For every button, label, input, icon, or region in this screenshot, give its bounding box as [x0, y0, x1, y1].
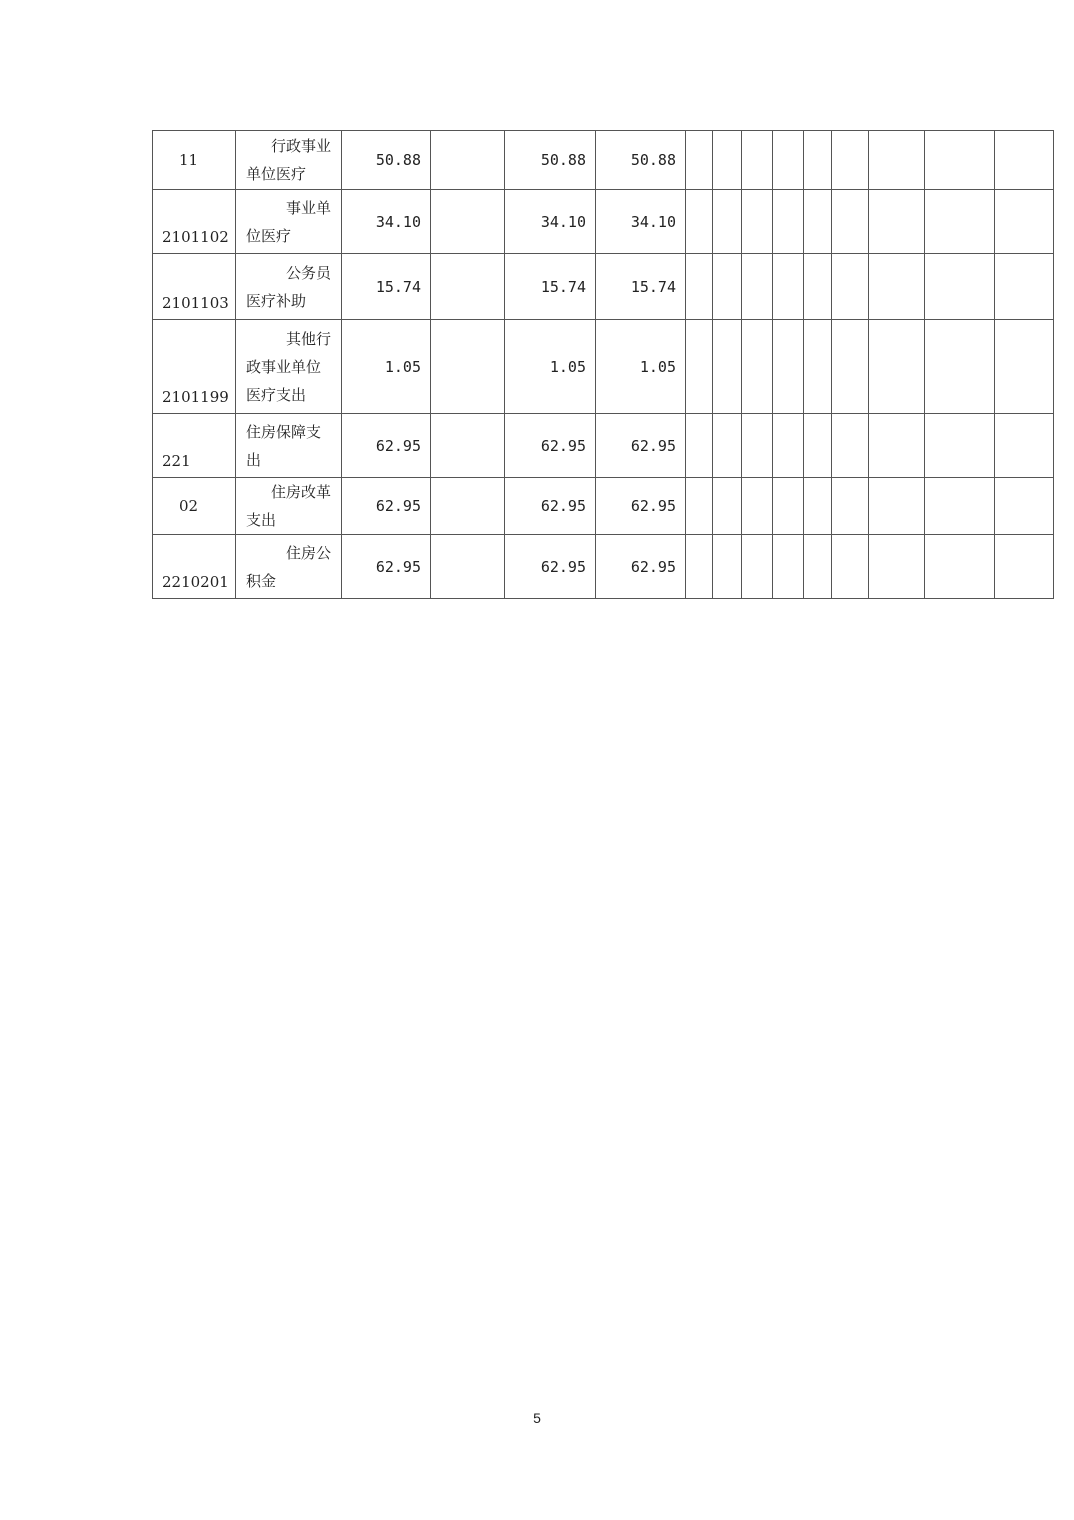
- total-amount: 62.95: [342, 478, 431, 535]
- total-amount: 34.10: [342, 190, 431, 254]
- row-name: 公务员 医疗补助: [236, 254, 342, 320]
- carryover-amount: [431, 190, 505, 254]
- total-amount: 1.05: [342, 320, 431, 414]
- current-year-amount: 62.95: [505, 535, 596, 599]
- current-year-amount: 50.88: [505, 131, 596, 190]
- table-row: [153, 254, 1054, 320]
- general-budget-amount: 50.88: [596, 131, 686, 190]
- general-budget-amount: 62.95: [596, 478, 686, 535]
- total-amount: 50.88: [342, 131, 431, 190]
- row-code: 11: [153, 131, 236, 190]
- carryover-amount: [431, 320, 505, 414]
- table-row: [153, 190, 1054, 254]
- row-code: 221: [153, 414, 236, 478]
- general-budget-amount: 34.10: [596, 190, 686, 254]
- general-budget-amount: 62.95: [596, 535, 686, 599]
- current-year-amount: 62.95: [505, 478, 596, 535]
- table-row: [153, 320, 1054, 414]
- total-amount: 62.95: [342, 535, 431, 599]
- general-budget-amount: 15.74: [596, 254, 686, 320]
- row-code: 02: [153, 478, 236, 535]
- row-code: 2101199: [153, 320, 236, 414]
- row-name: 住房保障支 出: [236, 414, 342, 478]
- general-budget-amount: 62.95: [596, 414, 686, 478]
- row-name: 住房公 积金: [236, 535, 342, 599]
- general-budget-amount: 1.05: [596, 320, 686, 414]
- row-name: 行政事业 单位医疗: [236, 131, 342, 190]
- table-row: [153, 535, 1054, 599]
- carryover-amount: [431, 254, 505, 320]
- page-number: 5: [533, 1410, 541, 1426]
- row-name: 其他行 政事业单位 医疗支出: [236, 320, 342, 414]
- row-code: 2210201: [153, 535, 236, 599]
- current-year-amount: 34.10: [505, 190, 596, 254]
- carryover-amount: [431, 478, 505, 535]
- budget-table: [152, 130, 1054, 599]
- current-year-amount: 1.05: [505, 320, 596, 414]
- current-year-amount: 62.95: [505, 414, 596, 478]
- row-name: 住房改革 支出: [236, 478, 342, 535]
- row-name: 事业单 位医疗: [236, 190, 342, 254]
- total-amount: 15.74: [342, 254, 431, 320]
- current-year-amount: 15.74: [505, 254, 596, 320]
- carryover-amount: [431, 131, 505, 190]
- carryover-amount: [431, 414, 505, 478]
- carryover-amount: [431, 535, 505, 599]
- total-amount: 62.95: [342, 414, 431, 478]
- row-code: 2101103: [153, 254, 236, 320]
- row-code: 2101102: [153, 190, 236, 254]
- table-row: [153, 414, 1054, 478]
- table-row: [153, 131, 1054, 190]
- table-row: [153, 478, 1054, 535]
